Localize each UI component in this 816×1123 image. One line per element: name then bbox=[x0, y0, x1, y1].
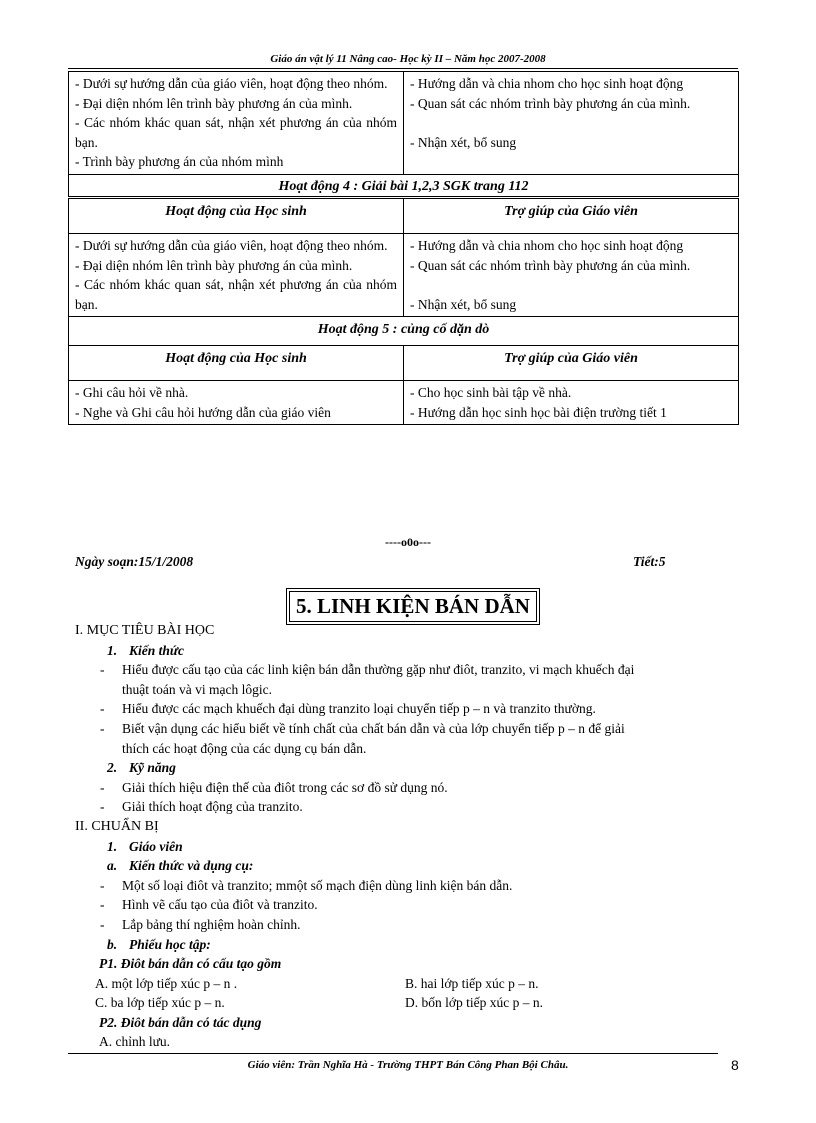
cell-line: - Dưới sự hướng dẫn của giáo viên, hoạt động theo nhóm. bbox=[75, 238, 388, 253]
teacher-support-cell bbox=[404, 234, 739, 317]
subheading-skills: 2. Kỹ năng bbox=[107, 760, 176, 776]
column-header-row bbox=[69, 198, 739, 234]
cell-line: - Hướng dẫn học sinh học bài điện trường tiết 1 bbox=[410, 404, 667, 420]
answer-option: B. hai lớp tiếp xúc p – n. bbox=[405, 975, 539, 991]
subheading-equipment: a. Kiến thức và dụng cụ: bbox=[107, 858, 254, 874]
subheading-knowledge: 1. Kiến thức bbox=[107, 642, 184, 658]
activity-title-row bbox=[69, 174, 739, 198]
cell-line: - Hướng dẫn và chia nhom cho học sinh hoạt động bbox=[410, 76, 684, 91]
lesson-title: 5. LINH KIỆN BÁN DẪN bbox=[289, 591, 537, 622]
teacher-support-cell bbox=[404, 72, 739, 175]
list-item: - Hiểu được các mạch khuếch đại dùng tranzito loại chuyển tiếp p – n và tranzito thường. bbox=[100, 701, 596, 717]
section-separator: ----o0o--- bbox=[385, 535, 431, 549]
cell-line: - Các nhóm khác quan sát, nhận xét phương án của nhóm bạn. bbox=[75, 115, 397, 150]
question-p1: P1. Điôt bán dẫn có cấu tạo gồm bbox=[99, 956, 282, 972]
student-activity-cell bbox=[69, 72, 404, 175]
subheading-teacher: 1. Giáo viên bbox=[107, 838, 183, 854]
section-heading-preparation: II. CHUẨN BỊ bbox=[75, 818, 159, 834]
table-row bbox=[69, 72, 739, 175]
activity-title-row bbox=[69, 317, 739, 346]
table-row bbox=[69, 381, 739, 425]
page-footer: Giáo viên: Trần Nghĩa Hà - Trường THPT Bán Công Phan Bội Châu. bbox=[247, 1059, 569, 1071]
section-heading-objectives: I. MỤC TIÊU BÀI HỌC bbox=[75, 623, 215, 638]
preparation-date: Ngày soạn:15/1/2008 bbox=[75, 554, 194, 569]
page-number: 8 bbox=[731, 1057, 739, 1073]
answer-option: A. chỉnh lưu. bbox=[99, 1034, 171, 1050]
cell-line: - Dưới sự hướng dẫn của giáo viên, hoạt động theo nhóm. bbox=[75, 76, 388, 91]
teacher-support-cell bbox=[404, 381, 739, 425]
answer-option: D. bốn lớp tiếp xúc p – n. bbox=[405, 995, 543, 1011]
cell-line: - Quan sát các nhóm trình bày phương án của mình. bbox=[410, 257, 691, 273]
cell-line: - Đại diện nhóm lên trình bày phương án của mình. bbox=[75, 95, 353, 111]
period-number: Tiết:5 bbox=[633, 554, 666, 569]
answer-option: C. ba lớp tiếp xúc p – n. bbox=[95, 995, 225, 1011]
cell-line: - Trình bày phương án của nhóm mình bbox=[75, 154, 284, 169]
answer-option: A. một lớp tiếp xúc p – n . bbox=[95, 975, 238, 991]
cell-line: - Nhận xét, bổ sung bbox=[410, 134, 517, 150]
cell-line: - Cho học sinh bài tập về nhà. bbox=[410, 385, 572, 400]
cell-line: - Hướng dẫn và chia nhom cho học sinh hoạt động bbox=[410, 238, 684, 253]
cell-line: - Quan sát các nhóm trình bày phương án của mình. bbox=[410, 95, 691, 111]
col-teacher-header: Trợ giúp của Giáo viên bbox=[404, 346, 739, 381]
answer-row bbox=[75, 993, 735, 1013]
cell-line: - Các nhóm khác quan sát, nhận xét phương án của nhóm bạn. bbox=[75, 277, 397, 312]
list-item: - Hiểu được cấu tạo của các linh kiện bán dẫn thường gặp như điôt, tranzito, vi mạch khuếch đại thuật toán và vi mạch lôgic. bbox=[100, 662, 635, 697]
answer-row bbox=[75, 974, 735, 994]
page-header: Giáo án vật lý 11 Nâng cao- Học kỳ II – Năm học 2007-2008 bbox=[270, 53, 546, 65]
col-teacher-header: Trợ giúp của Giáo viên bbox=[404, 198, 739, 234]
list-item: - Giải thích hiệu điện thế của điôt trong các sơ đồ sử dụng nó. bbox=[100, 779, 448, 795]
cell-line: - Nghe và Ghi câu hỏi hướng dẫn của giáo viên bbox=[75, 404, 331, 420]
cell-line: - Ghi câu hỏi về nhà. bbox=[75, 385, 189, 400]
question-p2: P2. Điôt bán dẫn có tác dụng bbox=[99, 1014, 262, 1030]
col-student-header: Hoạt động của Học sinh bbox=[69, 346, 404, 381]
list-item: - Hình vẽ cấu tạo của điôt và tranzito. bbox=[100, 897, 318, 913]
activity-4-title: Hoạt động 4 : Giải bài 1,2,3 SGK trang 112 bbox=[69, 174, 739, 198]
col-student-header: Hoạt động của Học sinh bbox=[69, 198, 404, 234]
lesson-content bbox=[75, 621, 735, 1052]
student-activity-cell bbox=[69, 381, 404, 425]
subheading-worksheet: b. Phiếu học tập: bbox=[107, 936, 211, 952]
lesson-activity-table bbox=[68, 71, 739, 425]
list-item: - Một số loại điôt và tranzito; mmột số mạch điện dùng linh kiện bán dẫn. bbox=[100, 877, 513, 893]
list-item: - Giải thích hoạt động của tranzito. bbox=[100, 799, 303, 815]
list-item: - Lắp bảng thí nghiệm hoàn chỉnh. bbox=[100, 916, 301, 932]
header-rule bbox=[68, 68, 738, 69]
activity-5-title: Hoạt động 5 : củng cố dặn dò bbox=[69, 317, 739, 346]
column-header-row bbox=[69, 346, 739, 381]
footer-rule bbox=[68, 1053, 718, 1054]
list-item: - Biết vận dụng các hiểu biết về tính chất của chất bán dẫn và của lớp chuyển tiếp p – n để giải thích các hoạt động của các dụng cụ bán dẫn. bbox=[100, 720, 625, 756]
student-activity-cell bbox=[69, 234, 404, 317]
cell-line: - Nhận xét, bổ sung bbox=[410, 296, 517, 312]
table-row bbox=[69, 234, 739, 317]
cell-line: - Đại diện nhóm lên trình bày phương án của mình. bbox=[75, 257, 353, 273]
